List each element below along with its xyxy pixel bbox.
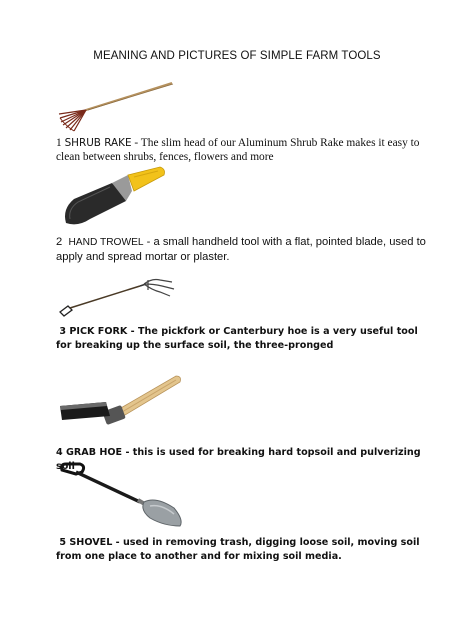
tool-number: 4	[56, 447, 63, 458]
tool-name: HAND TROWEL	[68, 237, 144, 248]
page-title: MEANING AND PICTURES OF SIMPLE FARM TOOLS	[93, 50, 381, 62]
tool-number: 5	[59, 537, 67, 548]
tool-description: - used in removing trash, digging loose soil, moving soil from one place to another and for mixing soil media.	[56, 537, 420, 562]
tool-name: SHOVEL	[69, 537, 113, 548]
pick-fork-image	[56, 272, 176, 320]
hand-trowel-image	[60, 165, 168, 231]
tool-number: 2	[56, 236, 63, 248]
tool-name: GRAB HOE	[66, 447, 123, 458]
tool-name: SHRUB RAKE	[64, 137, 132, 149]
tool-description: - a small handheld tool with a flat, pointed blade, used to apply and spread mortar or plaster.	[56, 236, 426, 263]
tool-description: - The slim head of our Aluminum Shrub Rake makes it easy to clean between shrubs, fences, flowers and more	[56, 137, 420, 163]
tool-number: 1	[56, 137, 62, 149]
tool-item-pick-fork	[56, 325, 426, 353]
tool-description: - this is used for breaking hard topsoil and pulverizing soil	[56, 447, 421, 472]
tool-item-shrub-rake	[56, 136, 426, 164]
tool-name: PICK FORK	[69, 326, 128, 337]
tool-number: 3	[59, 326, 67, 337]
tool-description: - The pickfork or Canterbury hoe is a very useful tool for breaking up the surface soil, the three-pronged	[56, 326, 418, 351]
shovel-image	[56, 462, 186, 528]
grab-hoe-image	[56, 372, 184, 428]
tool-item-hand-trowel	[56, 235, 426, 265]
tool-item-shovel	[56, 536, 426, 564]
shrub-rake-image	[56, 80, 176, 132]
